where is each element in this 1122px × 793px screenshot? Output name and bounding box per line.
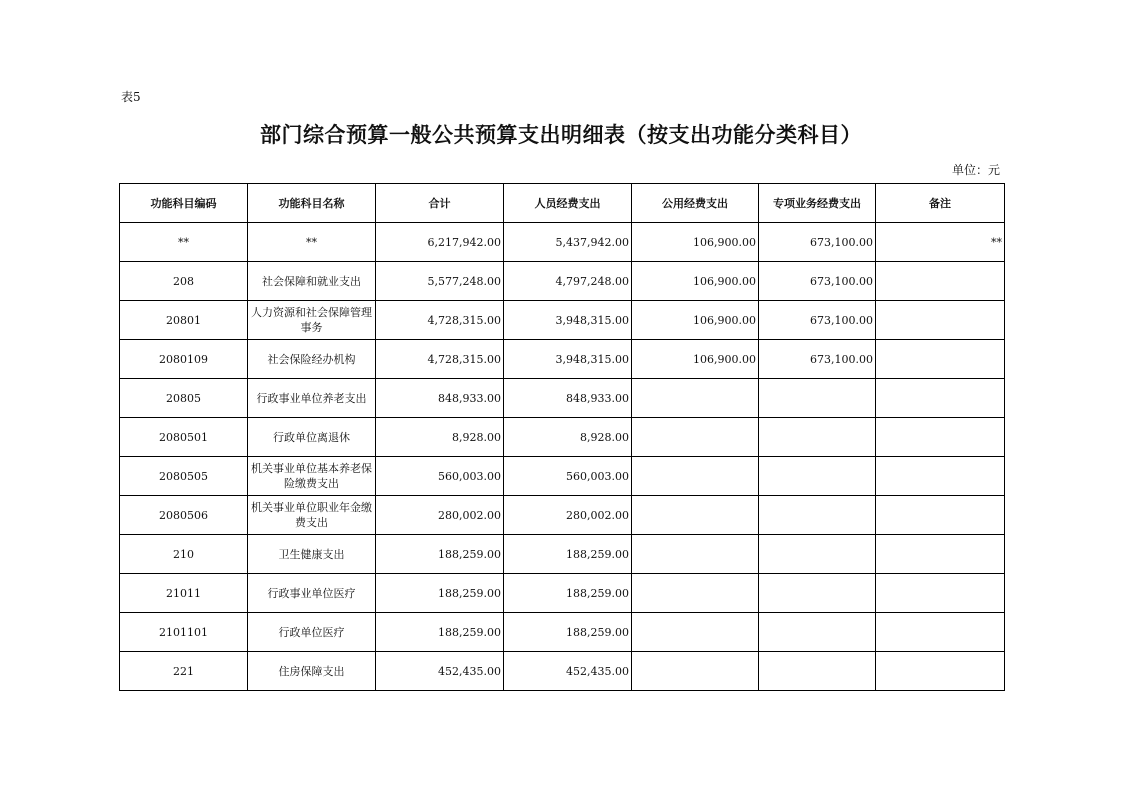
cell-personnel: 4,797,248.00 [504,262,632,301]
cell-special: 673,100.00 [759,223,876,262]
col-header-code: 功能科目编码 [120,184,248,223]
cell-name: 行政单位离退休 [248,418,376,457]
cell-total: 560,003.00 [376,457,504,496]
cell-public [632,418,759,457]
cell-public [632,652,759,691]
table-number: 表5 [121,90,141,104]
cell-special [759,496,876,535]
cell-public: 106,900.00 [632,223,759,262]
cell-total: 4,728,315.00 [376,340,504,379]
cell-name: 社会保障和就业支出 [248,262,376,301]
cell-total: 188,259.00 [376,574,504,613]
cell-note [876,457,1005,496]
cell-code: 2080109 [120,340,248,379]
cell-special [759,652,876,691]
table-row [120,301,1005,340]
cell-code: 2080501 [120,418,248,457]
cell-public [632,457,759,496]
cell-code: 221 [120,652,248,691]
cell-public: 106,900.00 [632,301,759,340]
table-row [120,379,1005,418]
table-row [120,418,1005,457]
cell-public [632,574,759,613]
cell-code: 2101101 [120,613,248,652]
cell-total: 5,577,248.00 [376,262,504,301]
cell-note [876,652,1005,691]
cell-name: 机关事业单位职业年金缴费支出 [248,496,376,535]
table-row [120,262,1005,301]
cell-special [759,418,876,457]
cell-total: 6,217,942.00 [376,223,504,262]
cell-total: 848,933.00 [376,379,504,418]
cell-code: 21011 [120,574,248,613]
col-header-public: 公用经费支出 [632,184,759,223]
cell-special [759,379,876,418]
cell-name: 社会保险经办机构 [248,340,376,379]
cell-public: 106,900.00 [632,262,759,301]
col-header-personnel: 人员经费支出 [504,184,632,223]
unit-label: 单位：元 [951,163,1000,177]
cell-personnel: 3,948,315.00 [504,340,632,379]
cell-special [759,613,876,652]
cell-code: 2080505 [120,457,248,496]
cell-public: 106,900.00 [632,340,759,379]
table-row [120,535,1005,574]
cell-code: 210 [120,535,248,574]
cell-special [759,457,876,496]
cell-special: 673,100.00 [759,262,876,301]
cell-personnel: 188,259.00 [504,574,632,613]
cell-name: 行政事业单位养老支出 [248,379,376,418]
cell-name: 行政事业单位医疗 [248,574,376,613]
page-title: 部门综合预算一般公共预算支出明细表（按支出功能分类科目） [260,123,862,147]
cell-note [876,379,1005,418]
cell-code: ** [120,223,248,262]
table-row [120,340,1005,379]
cell-name: 机关事业单位基本养老保险缴费支出 [248,457,376,496]
cell-special: 673,100.00 [759,340,876,379]
cell-code: 20805 [120,379,248,418]
cell-special [759,574,876,613]
cell-personnel: 848,933.00 [504,379,632,418]
cell-code: 208 [120,262,248,301]
cell-public [632,379,759,418]
cell-note [876,574,1005,613]
cell-public [632,613,759,652]
cell-personnel: 188,259.00 [504,613,632,652]
cell-note: ** [876,223,1005,262]
table-row [120,496,1005,535]
cell-personnel: 5,437,942.00 [504,223,632,262]
cell-note [876,262,1005,301]
cell-name: 卫生健康支出 [248,535,376,574]
col-header-total: 合计 [376,184,504,223]
table-row [120,457,1005,496]
cell-personnel: 560,003.00 [504,457,632,496]
cell-name: 行政单位医疗 [248,613,376,652]
cell-total: 188,259.00 [376,613,504,652]
budget-table [119,183,1005,691]
cell-total: 8,928.00 [376,418,504,457]
cell-total: 4,728,315.00 [376,301,504,340]
cell-special [759,535,876,574]
cell-note [876,301,1005,340]
cell-personnel: 8,928.00 [504,418,632,457]
cell-note [876,613,1005,652]
cell-total: 452,435.00 [376,652,504,691]
cell-personnel: 452,435.00 [504,652,632,691]
cell-personnel: 280,002.00 [504,496,632,535]
cell-code: 2080506 [120,496,248,535]
col-header-name: 功能科目名称 [248,184,376,223]
table-row [120,223,1005,262]
table-row [120,652,1005,691]
header-row [120,184,1005,223]
cell-name: 住房保障支出 [248,652,376,691]
table-row [120,613,1005,652]
cell-code: 20801 [120,301,248,340]
table-row [120,574,1005,613]
cell-personnel: 3,948,315.00 [504,301,632,340]
cell-note [876,418,1005,457]
col-header-note: 备注 [876,184,1005,223]
cell-personnel: 188,259.00 [504,535,632,574]
cell-total: 188,259.00 [376,535,504,574]
cell-special: 673,100.00 [759,301,876,340]
cell-total: 280,002.00 [376,496,504,535]
cell-public [632,535,759,574]
cell-note [876,340,1005,379]
cell-note [876,535,1005,574]
cell-name: 人力资源和社会保障管理事务 [248,301,376,340]
col-header-special: 专项业务经费支出 [759,184,876,223]
cell-name: ** [248,223,376,262]
cell-note [876,496,1005,535]
cell-public [632,496,759,535]
